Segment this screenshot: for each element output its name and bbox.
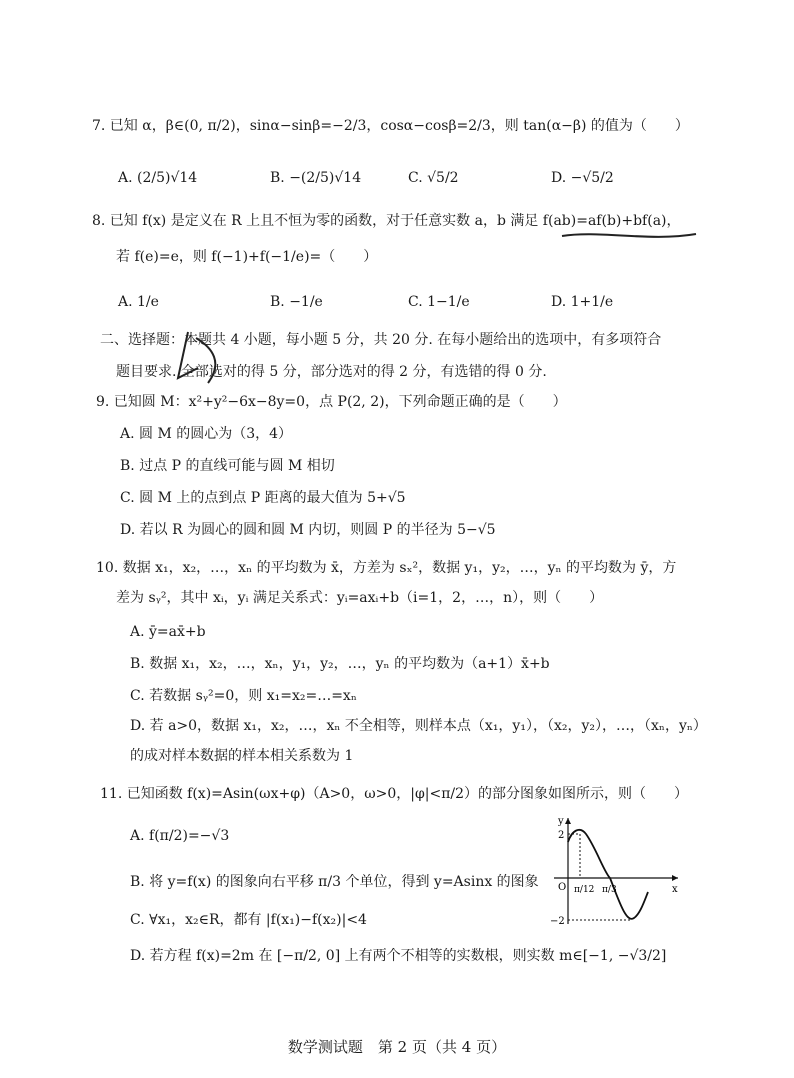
- q9-option-b: B. 过点 P 的直线可能与圆 M 相切: [120, 458, 335, 474]
- q8-stem: 8. 已知 f(x) 是定义在 R 上且不恒为零的函数，对于任意实数 a，b 满足 f(ab)=af(b)+bf(a)，: [92, 213, 681, 229]
- q10-stem-line2: 差为 sᵧ²，其中 xᵢ，yᵢ 满足关系式：yᵢ=axᵢ+b（i=1，2，…，n），则（ ）: [116, 590, 604, 606]
- tick-pi-12-label: π/12: [574, 885, 595, 895]
- q11-option-c: C. ∀x₁，x₂∈R，都有 |f(x₁)−f(x₂)|<4: [130, 912, 367, 928]
- q8-option-a: A. 1/e: [118, 294, 159, 310]
- section2-line1: 二、选择题：本题共 4 小题，每小题 5 分，共 20 分. 在每小题给出的选项中，有多项符合: [100, 332, 662, 348]
- q7-option-a: A. (2/5)√14: [118, 170, 198, 186]
- x-label: x: [672, 884, 678, 895]
- q9-option-d: D. 若以 R 为圆心的圆和圆 M 内切，则圆 P 的半径为 5−√5: [120, 522, 496, 538]
- y-axis-arrow: [565, 818, 571, 824]
- q10-option-d: D. 若 a>0，数据 x₁，x₂，…，xₙ 不全相等，则样本点（x₁，y₁），（x₂，y₂），…，（xₙ，yₙ）: [130, 718, 707, 734]
- q10-stem: 10. 数据 x₁，x₂，…，xₙ 的平均数为 x̄，方差为 sₓ²，数据 y₁，y₂，…，yₙ 的平均数为 ȳ，方: [96, 560, 677, 576]
- q11-option-a: A. f(π/2)=−√3: [130, 828, 230, 844]
- q7-option-b: B. −(2/5)√14: [270, 170, 362, 186]
- q11-option-d: D. 若方程 f(x)=2m 在 [−π/2, 0] 上有两个不相等的实数根，则实数 m∈[−1, −√3/2]: [130, 948, 667, 964]
- q10-option-d-line2: 的成对样本数据的样本相关系数为 1: [130, 748, 354, 764]
- q9-stem: 9. 已知圆 M：x²+y²−6x−8y=0，点 P(2, 2)，下列命题正确的是（ ）: [96, 394, 567, 410]
- q7-option-c: C. √5/2: [408, 170, 459, 186]
- q10-option-a: A. ȳ=ax̄+b: [130, 624, 206, 640]
- q8-option-d: D. 1+1/e: [551, 294, 614, 310]
- y-label: y: [558, 816, 564, 827]
- q10-option-b: B. 数据 x₁，x₂，…，xₙ，y₁，y₂，…，yₙ 的平均数为（a+1）x̄+b: [130, 656, 550, 672]
- min-label: −2: [550, 916, 565, 927]
- q7-stem: 7. 已知 α，β∈(0, π/2)，sinα−sinβ=−2/3，cosα−cosβ=2/3，则 tan(α−β) 的值为（ ）: [92, 118, 689, 134]
- q11-stem: 11. 已知函数 f(x)=Asin(ωx+φ)（A>0，ω>0，|φ|<π/2）的部分图象如图所示，则（ ）: [100, 786, 689, 802]
- section2-line2: 题目要求. 全部选对的得 5 分，部分选对的得 2 分，有选错的得 0 分.: [116, 364, 547, 380]
- q11-option-b: B. 将 y=f(x) 的图象向右平移 π/3 个单位，得到 y=Asinx 的图象: [130, 874, 539, 890]
- max-label: 2: [558, 830, 565, 841]
- q9-option-a: A. 圆 M 的圆心为（3，4）: [120, 426, 293, 442]
- tick-pi-3-label: π/3: [602, 885, 617, 895]
- q11-function-graph: [548, 812, 684, 930]
- q9-option-c: C. 圆 M 上的点到点 P 距离的最大值为 5+√5: [120, 490, 406, 506]
- q8-option-c: C. 1−1/e: [408, 294, 470, 310]
- q8-option-b: B. −1/e: [270, 294, 323, 310]
- q8-stem-line2: 若 f(e)=e，则 f(−1)+f(−1/e)=（ ）: [116, 249, 378, 265]
- origin-label: O: [558, 882, 567, 893]
- x-axis-arrow: [672, 875, 678, 881]
- q7-option-d: D. −√5/2: [551, 170, 614, 186]
- page-footer: 数学测试题 第 2 页（共 4 页）: [287, 1038, 507, 1056]
- q10-option-c: C. 若数据 sᵧ²=0，则 x₁=x₂=…=xₙ: [130, 688, 357, 704]
